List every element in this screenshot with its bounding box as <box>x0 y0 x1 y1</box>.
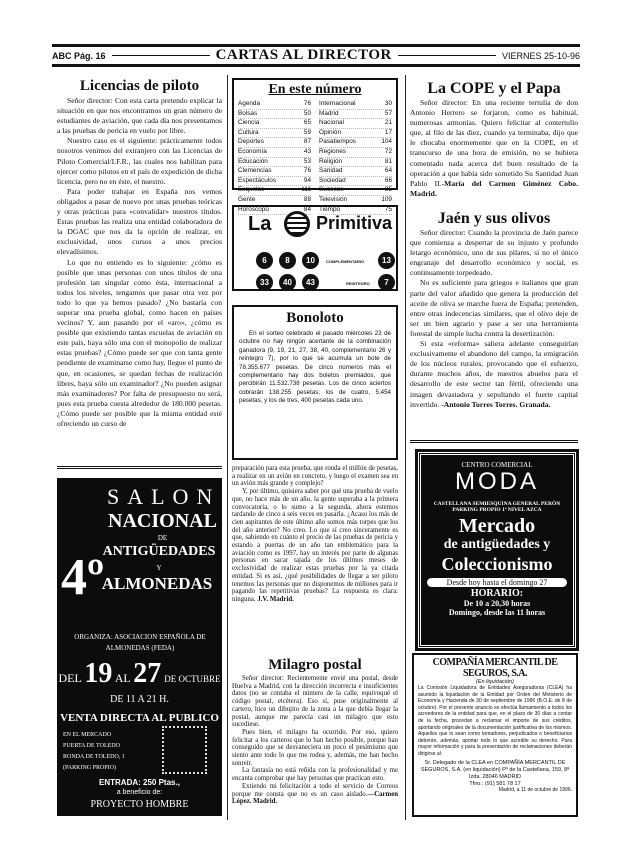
bonoloto-text: En el sorteo celebrado el pasado miércoles 23 de octubre no hay ningún acertante de la combinación ganadora (9, 19, 21, 27, 38, 40, complementario 26 y reintegro 7), por lo que se acumula un bote de 78.355.677 pesetas. De cinco números más el complementario hay dos boletos premiados, que percibirán 11.532.738 pesetas. Los de cinco aciertos cobrarán 138.255 pesetas; los de cuatro, 5.454 pesetas, y los de tres, 400 pesetas cada uno. <box>239 330 391 405</box>
index-label: Deportes <box>238 138 264 146</box>
lottery-brand: La <box>248 213 272 235</box>
notice-subtitle: (En liquidación) <box>476 679 514 685</box>
notice-date: Madrid, a 11 de octubre de 1996. <box>498 786 572 793</box>
index-label: Opinión <box>319 128 342 136</box>
letter-title: Milagro postal <box>268 657 362 673</box>
paragraph: Señor director: Con esta carta pretendo explicar la situación en que nos encontramos un gran número de estudiantes de aviación, que cada día nos presentamos a las pruebas de pericia en vuelo por libre. <box>57 96 222 136</box>
ad-title: SALON <box>107 484 221 509</box>
column-rule <box>405 75 406 820</box>
ad-ordinal: 4º <box>61 549 105 606</box>
paragraph: Nuestro caso es el siguiente: prácticamente todos nosotros venimos del extranjero con las Licencias de Piloto Comercial/I.F.R., las cuales nos habilitan para ejercer como pilotos en el país de expedición de dicha licencia, pero no en éste, el nuestro. <box>57 136 222 186</box>
letter-signature: -Antonio Torres Torres. Granada. <box>441 399 551 409</box>
ad-address: RONDA DE TOLEDO, 1 <box>63 754 125 760</box>
bonoloto-title: Bonoloto <box>286 310 344 326</box>
ad-hours: DE 11 A 21 H. <box>110 694 169 705</box>
ad-title: ALMONEDAS <box>101 574 213 593</box>
index-page: 21 <box>384 119 392 127</box>
index-entry <box>319 167 392 177</box>
number-ball: 8 <box>279 252 296 269</box>
ad-title: ANTIGÜEDADES <box>102 544 216 559</box>
page-header <box>52 44 580 67</box>
index-label: Sanidad <box>319 167 343 175</box>
ad-address: CASTELLANA SEMIESQUINA GENERAL PERÓN <box>433 501 561 507</box>
index-page: 84 <box>303 205 311 213</box>
column-rule <box>227 75 228 820</box>
index-entry <box>238 186 311 196</box>
index-entry <box>238 177 311 187</box>
ad-hours: Domingo, desde las 11 horas <box>448 608 546 617</box>
letter-body <box>410 228 578 436</box>
ad-text: DE <box>157 534 168 542</box>
index-label: Gente <box>238 195 256 203</box>
index-entry <box>319 129 392 139</box>
index-page: 65 <box>303 119 311 127</box>
index-page: 81 <box>384 157 392 165</box>
index-page: 43 <box>303 147 311 155</box>
reintegro-ball: 7 <box>378 274 395 291</box>
index-label: Nacional <box>319 119 344 127</box>
notice-phone: Tfno.: (91) 581 78 17 <box>469 780 521 787</box>
index-entry <box>238 138 311 148</box>
ad-price: ENTRADA: 250 Ptas., <box>99 778 180 787</box>
number-ball: 6 <box>256 252 273 269</box>
index-page: 53 <box>303 157 311 165</box>
ad-date: 27 <box>133 658 162 689</box>
index-entry <box>238 119 311 129</box>
index-entry <box>238 100 311 110</box>
index-label: Ciencia <box>238 119 260 127</box>
index-entry <box>238 158 311 168</box>
index-entry <box>319 186 392 196</box>
index-page: 111 <box>301 186 311 194</box>
index-page: 66 <box>384 176 392 184</box>
index-label: Educación <box>238 157 268 165</box>
index-entry <box>319 177 392 187</box>
ad-text: CENTRO COMERCIAL <box>461 461 533 469</box>
index-entry <box>319 138 392 148</box>
index-entry <box>319 110 392 120</box>
index-page: 50 <box>303 109 311 117</box>
index-label: Esquelas <box>238 186 265 194</box>
index-page: 57 <box>384 109 392 117</box>
index-label: Bolsas <box>238 109 258 117</box>
index-page: 109 <box>381 195 392 203</box>
index-page: 94 <box>303 176 311 184</box>
divider <box>112 55 210 56</box>
index-entry <box>319 148 392 158</box>
ad-text: Y <box>156 564 162 572</box>
notice-title: COMPAÑÍA MERCANTIL DE SEGUROS, S.A. <box>432 657 558 679</box>
reintegro-label: REINTEGRO <box>346 281 370 286</box>
index-page: 85 <box>384 186 392 194</box>
notice-text: La Comisión Liquidadora de Entidades Aseguradoras (CLEA) ha asumido la liquidación de la Entidad por Orden del Ministerio de Economía y Hacienda de 30 de septiembre de 1996 (B.O.E. de 8 de octubre). Por el presente anuncio se efectúa llamamiento a todos los acreedores de la entidad para que, en el plazo de 30 días a contar de la fecha, procedan a reclamar el importe de sus créditos, aportando originales de la documentación justificativa de los mismos. Aquellos que lo sean como tomadores, perjudicados o beneficiarios deberán, además, aportar todo lo que acredite su derecho. Para mayor información y para la presentación de reclamaciones deberán dirigirse al: <box>418 685 572 757</box>
letter-title: Jaén y sus olivos <box>437 210 551 227</box>
index-list-right <box>319 100 392 215</box>
letter-body <box>57 96 222 463</box>
legal-notice <box>412 653 578 817</box>
index-page: 72 <box>384 147 392 155</box>
paragraph: Extiendo mi felicitación a todo el servicio de Correos porque me consta que no es un caso aislado. <box>232 782 398 798</box>
index-label: Agenda <box>238 100 261 107</box>
letter-body <box>410 98 578 202</box>
ad-address: PUERTA DE TOLEDO <box>63 743 120 749</box>
lottery-brand: Primitiva <box>316 213 393 233</box>
paragraph: La fantasía no está reñida con la profesionalidad y me encanta comprobar que hay personas que practican esto. <box>232 767 398 783</box>
index-label: Horóscopo <box>238 205 269 213</box>
ad-text: AL <box>114 671 131 685</box>
index-entry <box>238 110 311 120</box>
index-label: Regiones <box>319 147 347 155</box>
ad-text: a beneficio de: <box>116 789 163 796</box>
index-label: Cultura <box>238 128 259 136</box>
index-page: 104 <box>381 138 392 146</box>
index-entry <box>238 167 311 177</box>
ad-hours: De 10 a 20,30 horas <box>463 599 531 608</box>
paragraph: Señor director: Recientemente envié una postal, desde Huelva a Madrid, con la dirección incorrecta e insuficientes datos (no se contaba el número de la calle, equivoqué el código postal, etcétera). Eso sí, puse originalmente al cartero, hice un dibujito de la zona a la que debía llegar la postal, aunque me parecía casi un milagro que esto sucediese. <box>232 675 398 729</box>
paragraph: No es suficiente para griegos e italianos que gran parte del valor añadido que genera la producción del aceite de oliva se marche fuera de España; pretenden, entre otras indecencias similares, que el olivo deje de ser un bien agrario y pase a ser una herramienta forestal de simple lucha contra la desertización. <box>410 278 578 338</box>
ad-text: VENTA DIRECTA AL PUBLICO <box>60 712 219 724</box>
letter-signature: J.V. Madrid. <box>257 595 294 603</box>
letter-body-continued <box>232 465 398 655</box>
paragraph: preparación para esta prueba, que ronda el millón de pesetas, a realizar en un avión en concreto, y luego el examen sea en un avión más grande y complejo? <box>232 465 398 488</box>
index-label: Tiempo <box>319 205 341 213</box>
index-box <box>232 78 398 213</box>
notice-contact: Sr. Delegado de la CLEA en COMPAÑÍA MERCANTIL DE SEGUROS, S.A. (en liquidación) Pº de la Castellana, 159, 8ª Izda. 28046 MADRID <box>420 759 570 780</box>
paragraph: Señor director: Cuando la provincia de Jaén parece que comienza a despertar de su injusto y profundo letargo económico, uno de sus pilares, si no el único engranaje del desarrollo económico y social, es continuamente torpedeado. <box>410 228 578 278</box>
paragraph: Pues bien, el milagro ha ocurrido. Por eso, quiero felicitar a los carteros que lo han hecho posible, porque han conseguido que se desvaneciera un poco el pesimismo que siento ante todo lo que me rodea y, además, me han hecho sonreír. <box>232 728 398 767</box>
issue-date: VIERNES 25-10-96 <box>501 50 580 61</box>
index-page: 75 <box>384 205 392 213</box>
index-label: Espectáculos <box>238 176 277 184</box>
paragraph: Para poder trabajar en España nos vemos obligados a pasar de nuevo por unas pruebas teóricas y otras prácticas para «convalidar» nuestros títulos. Estas pruebas las realiza una entidad colaboradora de la DGAC que nos da la opción de realizar, en exclusividad, unos cursos a unos precios elevadísimos. <box>57 186 222 257</box>
ad-address: (PARKING PROPIO) <box>63 765 116 771</box>
index-page: 76 <box>303 100 311 107</box>
index-label: Sociedad <box>319 176 346 184</box>
complementario-ball: 13 <box>378 252 395 269</box>
number-ball: 40 <box>279 274 296 291</box>
ad-date: 19 <box>84 658 113 689</box>
winning-numbers <box>256 252 319 291</box>
paragraph: Señor director: En una reciente tertulia de don Antonio Herrero se forjaron, como es habitual, numerosas armonías. Quiero felicitar al contertulio que, al filo de las diez, cuando ya terminaba, dijo que le chocaba enormemente que en la COPE, en el transcurso de una hora de emisión, no se hubiera comentado nada acerca del buen resultado de la operación a que había sido sometido Su Santidad Juan Pablo II. <box>410 98 578 188</box>
index-entry <box>238 148 311 158</box>
index-entry <box>319 119 392 129</box>
page-number: ABC Pág. 16 <box>52 50 106 61</box>
index-page: 87 <box>303 138 311 146</box>
divider <box>410 440 578 443</box>
ad-dates: Desde hoy hasta el domingo 27 <box>427 578 567 587</box>
index-label: Televisión <box>319 195 348 203</box>
complementario-label: COMPLEMENTARIO <box>326 259 365 264</box>
number-ball: 33 <box>256 274 273 291</box>
index-page: 88 <box>303 195 311 203</box>
ad-text: PROYECTO HOMBRE <box>90 799 189 810</box>
number-ball: 10 <box>302 252 319 269</box>
letter-body <box>232 675 398 845</box>
section-title: CARTAS AL DIRECTOR <box>215 47 392 63</box>
index-entry <box>319 158 392 168</box>
index-label: Clemencias <box>238 167 272 175</box>
castle-logo-icon <box>162 726 207 774</box>
index-page: 64 <box>384 167 392 175</box>
paragraph: Lo que no entiendo es lo siguiente: ¿cómo es posible que unas personas con unos títulos de una profesión tan singular como ésta, internacional a todos los niveles, tengamos que pasar otra vez por todo lo que ya hemos pasado? ¿No bastaría con superar una prueba global, como hacen en países vecinos? Y, aun pasando por el «aro», ¿cómo es posible que existiendo tantas escuelas de aviación en este país, haya sólo una con el monopolio de realizar estas pruebas? ¿Cómo puede ser que con tanta gente pendiente de examinarse como hay, llegue el punto de que, en ocasiones, se quedan fechas de realización libres, haya sólo un examinador? ¿No pueden asignar más examinadores? Por falta de presupuesto no será, pues esta prueba cuesta alrededor de 180.000 pesetas. ¿Cómo puede ser posible que la misma entidad esté ofreciendo un curso de <box>57 257 222 428</box>
index-label: Economía <box>238 147 267 155</box>
ad-address: EN EL MERCADO <box>63 732 112 738</box>
moda-market-ad <box>418 452 576 648</box>
ad-title: Coleccionismo <box>441 554 553 574</box>
letter-signature: —Carmen López. Madrid. <box>232 790 398 806</box>
ad-title: NACIONAL <box>108 510 217 532</box>
ad-title: de antigüedades y <box>443 537 551 552</box>
ad-text: DEL <box>58 671 82 685</box>
index-label: Pasatiempos <box>319 138 356 146</box>
letter-title: Licencias de piloto <box>79 78 200 94</box>
index-label: Madrid <box>319 109 339 117</box>
index-label: Internacional <box>319 100 356 107</box>
index-label: Religión <box>319 157 343 165</box>
ad-text: DE OCTUBRE <box>164 674 221 684</box>
bonoloto-box <box>232 305 398 460</box>
ad-organizer: ORGANIZA: ASOCIACION ESPAÑOLA DE ALMONEDAS (FEDA) <box>74 633 206 652</box>
index-page: 59 <box>303 128 311 136</box>
index-entry <box>319 100 392 110</box>
index-page: 17 <box>384 128 392 136</box>
ad-text: PARKING PROPIO 1ª NIVEL AZCA <box>452 507 542 513</box>
divider <box>398 55 496 56</box>
index-title: En este número <box>268 82 362 97</box>
ad-title: Mercado <box>458 515 536 537</box>
primitiva-box <box>232 205 398 291</box>
number-ball: 43 <box>302 274 319 291</box>
ad-brand: MODA <box>455 468 539 495</box>
antiques-fair-ad <box>57 478 222 816</box>
index-page: 30 <box>384 100 392 107</box>
index-label: Sucesos <box>319 186 344 194</box>
lottery-logo-icon <box>284 211 310 237</box>
letter-title: La COPE y el Papa <box>427 80 561 97</box>
index-entry <box>238 129 311 139</box>
paragraph: Y, por último, quisiera saber por qué una prueba de vuelo que, no hace más de un año, la gente superaba a la primera convocatoria, o lo sumo a la segunda, ahora estemos tardando de cinco a seis veces en pasarla. ¿Acaso los más de cien aspirantes de este último año somos más torpes que los del año anterior? No creo. Lo que sí creo sinceramente es que, sabiendo en cuánto el precio de las pruebas de pericia y estando a puertas de un año tan emblemático para la aviación como es 1997, hay un interés por parte de algunas personas en sacar tajada de los últimos meses de exclusividad de realizar estas pruebas por la ya citada entidad. Si es así, ¿qué posibilidades de llegar a ser piloto tenemos las personas que no disponemos de millones para ir pagando las repetitivas pruebas? La respuesta es clara: ninguna. <box>232 488 398 603</box>
index-list-left <box>238 100 311 215</box>
divider <box>57 466 222 469</box>
paragraph: Si esta «reforma» saliera adelante conseguirían exclusivamente el abandono del campo, la emigración de los núcleos rurales, provocando que el esfuerzo, durante muchos años, de nuestros abuelos para el desarrollo de este sector tan fértil, ofreciendo una imagen devastadora y sepultando el fuerte capital invertido. <box>410 339 578 409</box>
index-page: 76 <box>303 167 311 175</box>
ad-text: HORARIO: <box>470 588 524 599</box>
letter-signature: -María del Carmen Giménez Cobo. Madrid. <box>410 178 578 198</box>
